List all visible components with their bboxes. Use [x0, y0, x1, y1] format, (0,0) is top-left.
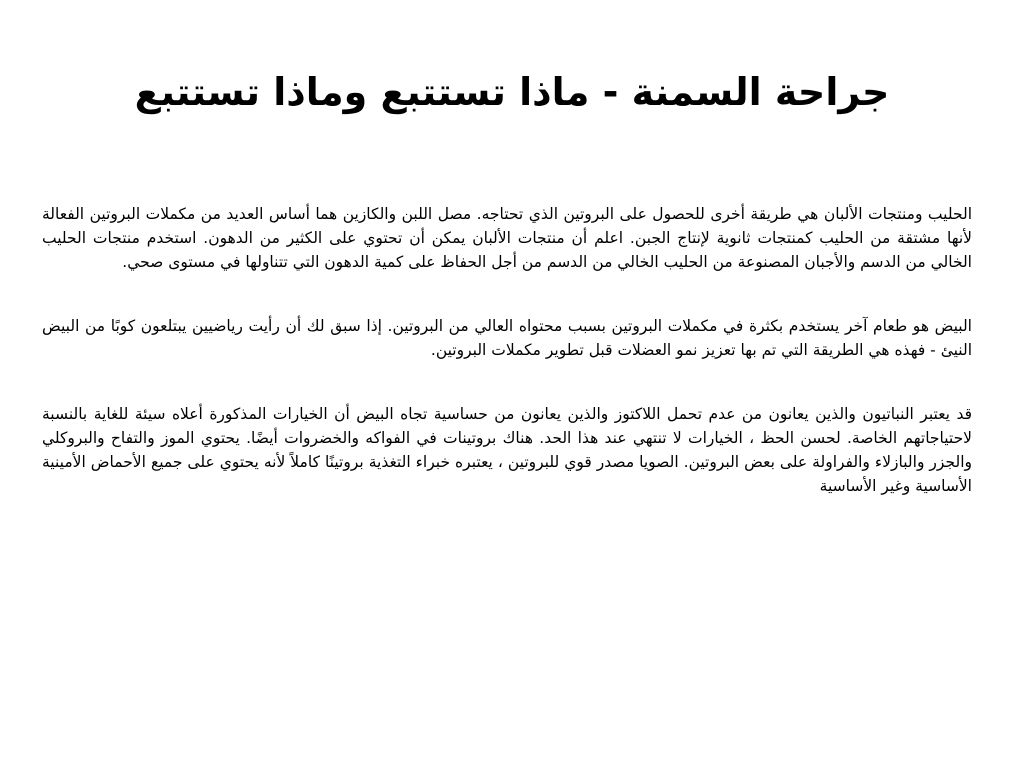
paragraph-dairy: الحليب ومنتجات الألبان هي طريقة أخرى للحصول على البروتين الذي تحتاجه. مصل اللبن والكازين هما أساس العديد من مكملات البروتين الفعالة لأنها مشتقة من الحليب كمنتجات ثانوية لإنتاج الجبن. اعلم أن منتجات الألبان يمكن أن تحتوي على الكثير من الدهون. استخدم منتجات الحليب الخالي من الدسم والأجبان المصنوعة من الحليب الخالي من الدسم من أجل الحفاظ على كمية الدهون التي تتناولها في مستوى صحي. — [42, 205, 972, 271]
page-title: جراحة السمنة - ماذا تستتبع وماذا تستتبع — [134, 70, 890, 114]
paragraph-eggs: البيض هو طعام آخر يستخدم بكثرة في مكملات البروتين بسبب محتواه العالي من البروتين. إذا سبق لك أن رأيت رياضيين يبتلعون كوبًا من البيض النيئ - فهذه هي الطريقة التي تم بها تعزيز نمو العضلات قبل تطوير مكملات البروتين. — [42, 317, 972, 359]
slide-body — [42, 202, 972, 538]
paragraph-plant-protein: قد يعتبر النباتيون والذين يعانون من عدم تحمل اللاكتوز والذين يعانون من حساسية تجاه البيض أن الخيارات المذكورة أعلاه سيئة للغاية بالنسبة لاحتياجاتهم الخاصة. لحسن الحظ ، الخيارات لا تنتهي عند هذا الحد. هناك بروتينات في الفواكه والخضروات أيضًا. يحتوي الموز والتفاح والبروكلي والجزر والبازلاء والفراولة على بعض البروتين. الصويا مصدر قوي للبروتين ، يعتبره خبراء التغذية بروتينًا كاملاً لأنه يحتوي على جميع الأحماض الأمينية الأساسية وغير الأساسية — [42, 405, 972, 495]
